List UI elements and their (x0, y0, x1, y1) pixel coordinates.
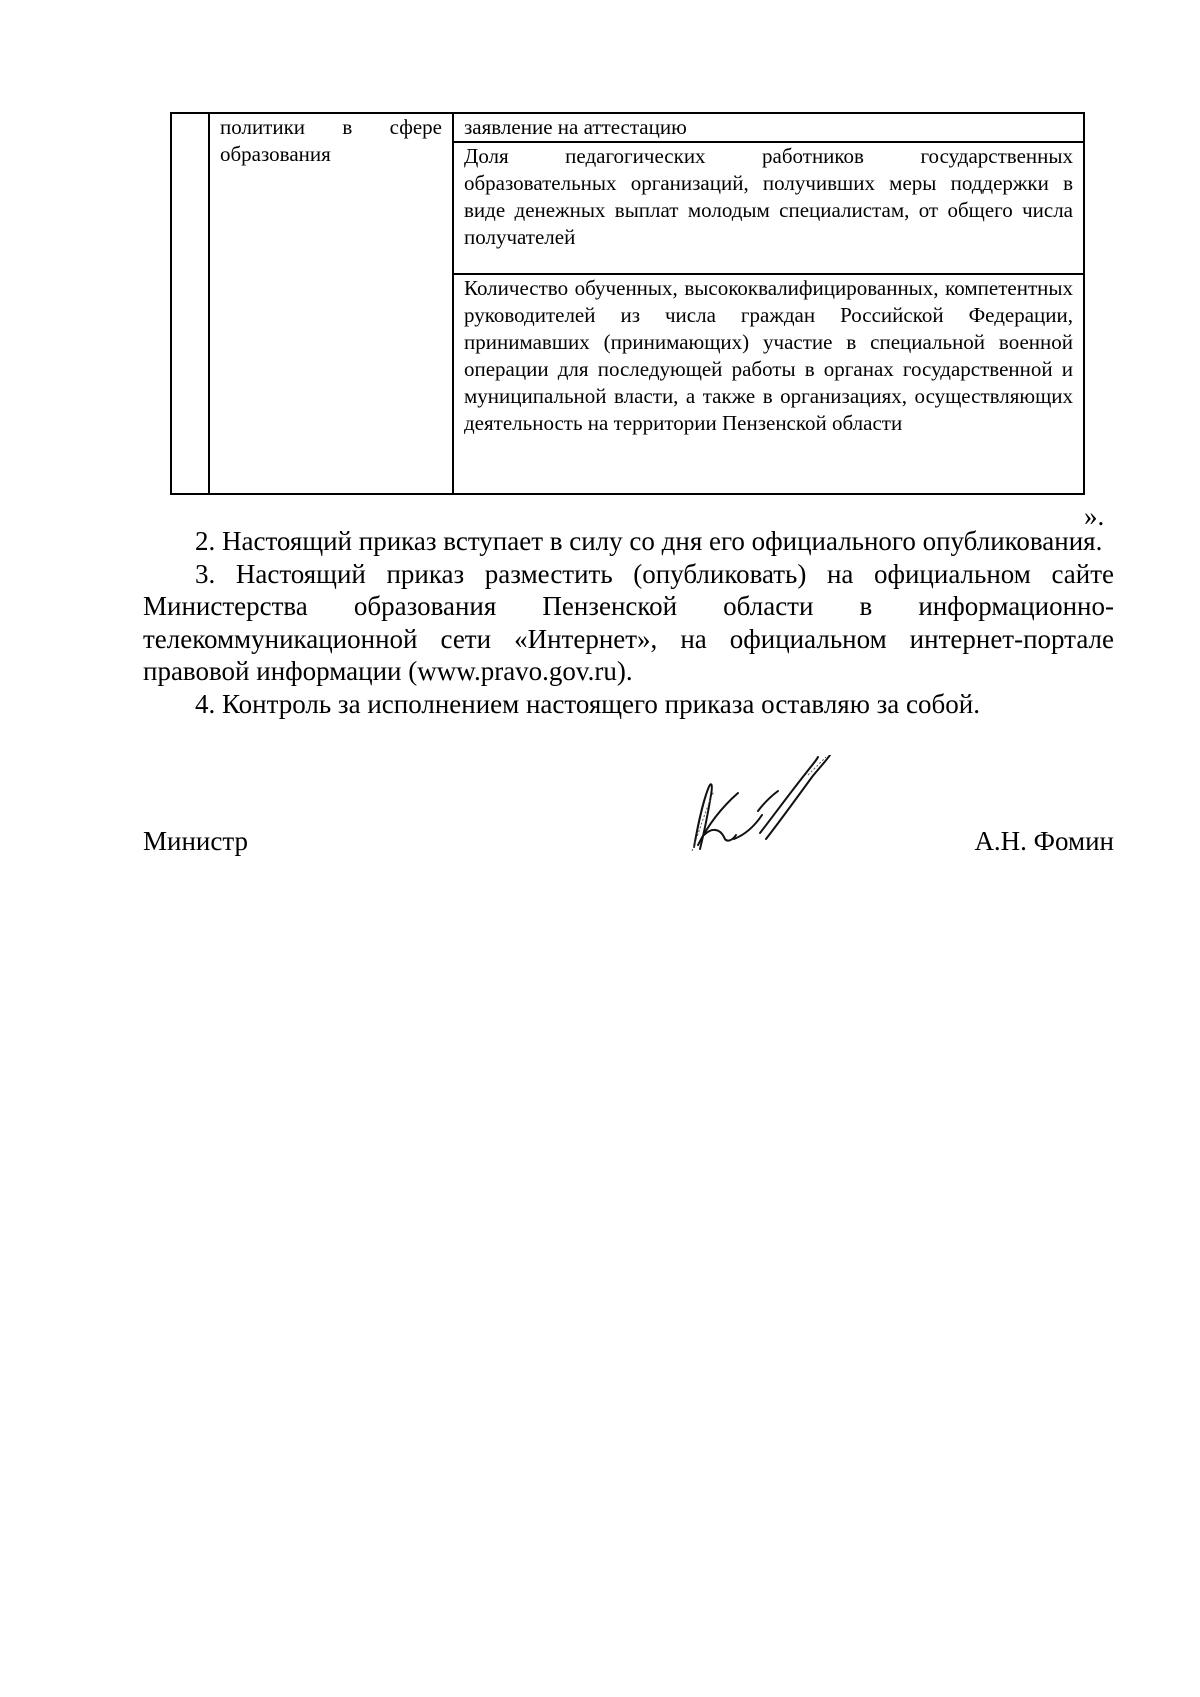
direction-cell: политики в сфере образования (209, 113, 453, 494)
indicator-cell: Доля педагогических работников государственных образовательных организаций, получивших меры поддержки в виде денежных выплат молодым специалистам, от общего числа получателей (453, 142, 1084, 274)
paragraph: 4. Контроль за исполнением настоящего приказа оставляю за собой. (195, 688, 980, 719)
signatory-title: Министр (143, 826, 248, 856)
closing-quote: ». (1084, 501, 1105, 531)
indicator-cell: Количество обученных, высококвалифицированных, компетентных руководителей из числа граждан Российской Федерации, принимавших (принимающих) участие в специальной военной операции для последующей работы в органах государственной и муниципальной власти, а также в организациях, осуществляющих деятельность на территории Пензенской области (453, 274, 1084, 494)
order-body (143, 525, 1114, 720)
table-row (171, 113, 1084, 142)
indicator-cell: заявление на аттестацию (453, 113, 1084, 142)
paragraph: 2. Настоящий приказ вступает в силу со дня его официального опубликования. (195, 526, 1103, 556)
paragraph: 3. Настоящий приказ разместить (опубликовать) на официальном сайте Министерства образования Пензенской области в информационно-телекоммуникационной сети «Интернет», на официальном интернет-портале правовой информации (www.pravo.gov.ru). (143, 558, 1114, 686)
signatory-name: А.Н. Фомин (974, 826, 1114, 856)
signature-block (143, 823, 1114, 859)
row-number-cell (171, 113, 209, 494)
indicators-table (170, 112, 1085, 495)
